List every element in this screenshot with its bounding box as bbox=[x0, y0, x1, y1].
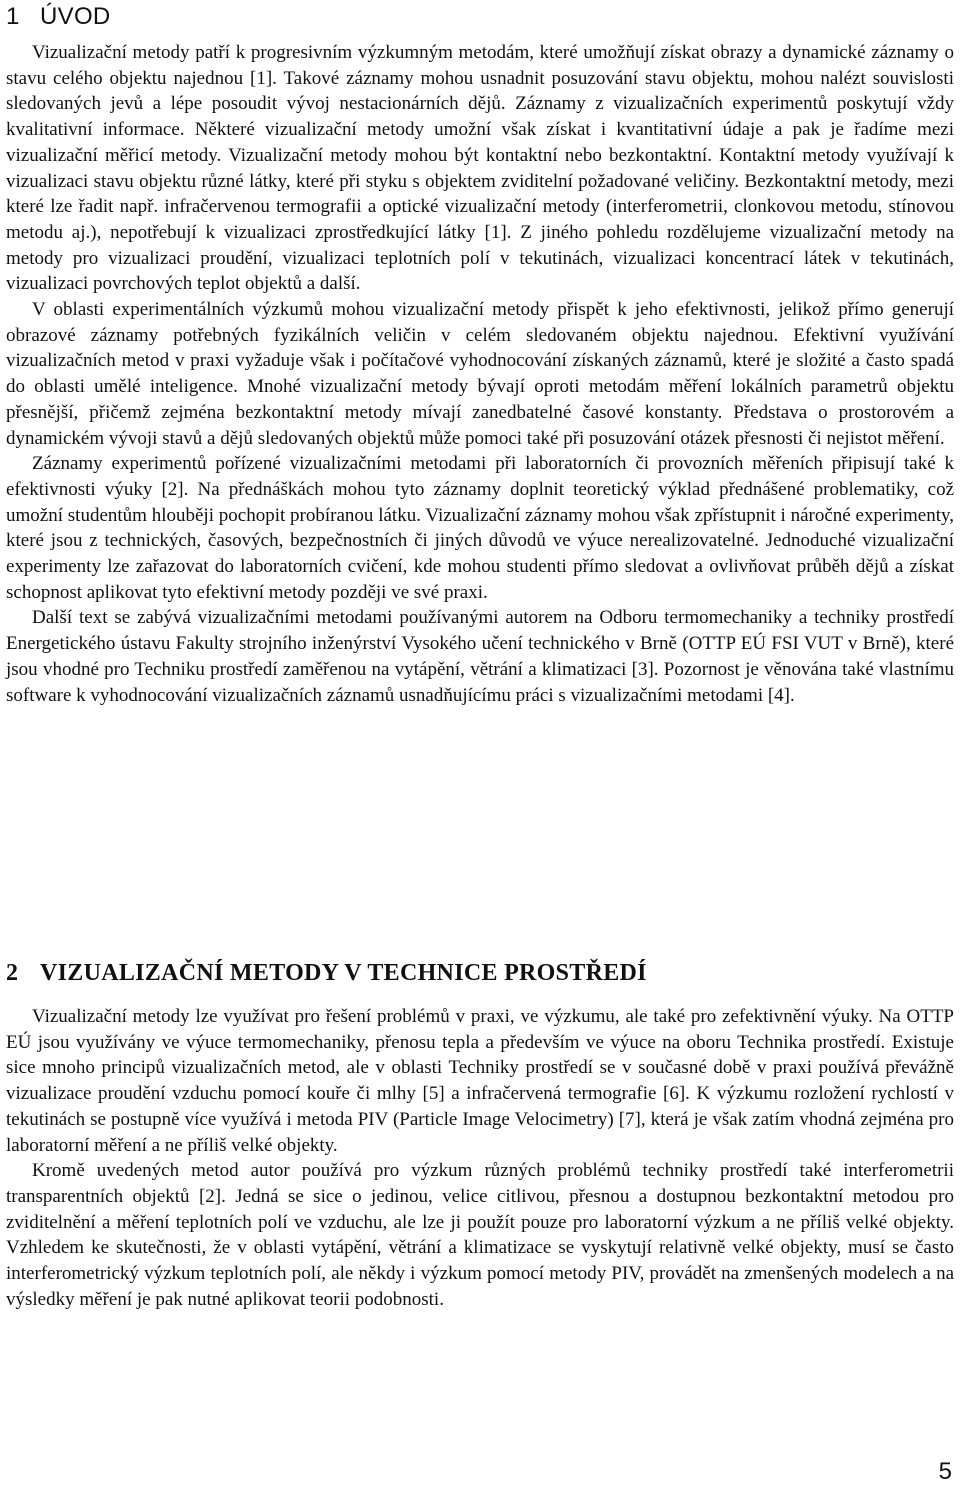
section-1-heading bbox=[6, 2, 111, 32]
section-1-title: ÚVOD bbox=[40, 3, 111, 30]
section-2-number: 2 bbox=[6, 960, 19, 986]
section-1-body bbox=[6, 40, 954, 708]
section-2-heading bbox=[6, 958, 647, 988]
section-2-title: VIZUALIZAČNÍ METODY V TECHNICE PROSTŘEDÍ bbox=[40, 960, 647, 986]
paragraph: V oblasti experimentálních výzkumů mohou vizualizační metody přispět k jeho efektivnosti, jelikož přímo generují obrazové záznamy potřebných fyzikálních veličin v celém sledovaném objektu najednou. Efektivní využívání vizualizačních metod v praxi vyžaduje však i počítačové vyhodnocování získaných záznamů, které je složité a často spadá do oblasti umělé inteligence. Mnohé vizualizační metody bývají oproti metodám měření lokálních parametrů objektu přesnější, přičemž zejména bezkontaktní metody mívají zanedbatelné časové konstanty. Představa o prostorovém a dynamickém vývoji stavů a dějů sledovaných objektů může pomoci také při posuzování otázek přesnosti či nejistot měření. bbox=[6, 299, 954, 449]
section-1-number: 1 bbox=[6, 3, 20, 30]
paragraph: Vizualizační metody lze využívat pro řešení problémů v praxi, ve výzkumu, ale také pro zefektivnění výuky. Na OTTP EÚ jsou využívány ve výuce termomechaniky, přenosu tepla a především ve výuce na oboru Technika prostředí. Existuje sice mnoho principů vizualizačních metod, ale v oblasti Techniky prostředí se v současné době v praxi používá převážně vizualizace proudění vzduchu pomocí kouře či mlhy [5] a infračervená termografie [6]. K výzkumu rozložení rychlostí v tekutinách se postupně více využívá i metoda PIV (Particle Image Velocimetry) [7], která je však zatím vhodná zejména pro laboratorní měření a ne příliš velké objekty. bbox=[6, 1006, 954, 1156]
paragraph: Kromě uvedených metod autor používá pro výzkum různých problémů techniky prostředí také interferometrii transparentních objektů [2]. Jedná se sice o jedinou, velice citlivou, přesnou a dostupnou bezkontaktní metodou pro zviditelnění a měření teplotních polí ve vzduchu, ale lze ji použít pouze pro laboratorní výzkum a ne příliš velké objekty. Vzhledem ke skutečnosti, že v oblasti vytápění, větrání a klimatizace se vyskytují relativně velké objekty, musí se často interferometrický výzkum teplotních polí, ale někdy i výzkum pomocí metody PIV, provádět na zmenšených modelech a na výsledky měření je pak nutné aplikovat teorii podobnosti. bbox=[6, 1160, 954, 1310]
paragraph: Další text se zabývá vizualizačními metodami používanými autorem na Odboru termomechaniky a techniky prostředí Energetického ústavu Fakulty strojního inženýrství Vysokého učení technického v Brně (OTTP EÚ FSI VUT v Brně), které jsou vhodné pro Techniku prostředí zaměřenou na vytápění, větrání a klimatizaci [3]. Pozornost je věnována také vlastnímu software k vyhodnocování vizualizačních záznamů usnadňujícímu práci s vizualizačními metodami [4]. bbox=[6, 607, 954, 706]
section-2-body bbox=[6, 1004, 954, 1312]
page-number: 5 bbox=[938, 1458, 952, 1485]
paragraph: Vizualizační metody patří k progresivním výzkumným metodám, které umožňují získat obrazy a dynamické záznamy o stavu celého objektu najednou [1]. Takové záznamy mohou usnadnit posuzování stavu objektu, mohou nalézt souvislosti sledovaných jevů a lépe posoudit vývoj nestacionárních dějů. Záznamy z vizualizačních experimentů poskytují vždy kvalitativní informace. Některé vizualizační metody umožní však získat i kvantitativní údaje a pak je řadíme mezi vizualizační měřicí metody. Vizualizační metody mohou být kontaktní nebo bezkontaktní. Kontaktní metody využívají k vizualizaci stavu objektu různé látky, které při styku s objektem zviditelní požadované veličiny. Bezkontaktní metody, mezi které lze řadit např. infračervenou termografii a optické vizualizační metody (interferometrii, clonkovou metodu, stínovou metodu aj.), nepotřebují k vizualizaci zprostředkující látky [1]. Z jiného pohledu rozdělujeme vizualizační metody na metody pro vizualizaci proudění, vizualizaci teplotních polí v tekutinách, vizualizaci koncentrací látek v tekutinách, vizualizaci povrchových teplot objektů a další. bbox=[6, 42, 954, 295]
paragraph: Záznamy experimentů pořízené vizualizačními metodami při laboratorních či provozních měřeních připisují také k efektivnosti výuky [2]. Na přednáškách mohou tyto záznamy doplnit teoretický výklad přednášené problematiky, což umožní studentům hlouběji pochopit probíranou látku. Vizualizační záznamy mohou však zpřístupnit i náročné experimenty, které jsou z technických, časových, bezpečnostních či jiných důvodů ve výuce nerealizovatelné. Jednoduché vizualizační experimenty lze zařazovat do laboratorních cvičení, kde mohou studenti přímo sledovat a ovlivňovat průběh dějů a získat schopnost aplikovat tyto efektivní metody později ve své praxi. bbox=[6, 453, 954, 603]
